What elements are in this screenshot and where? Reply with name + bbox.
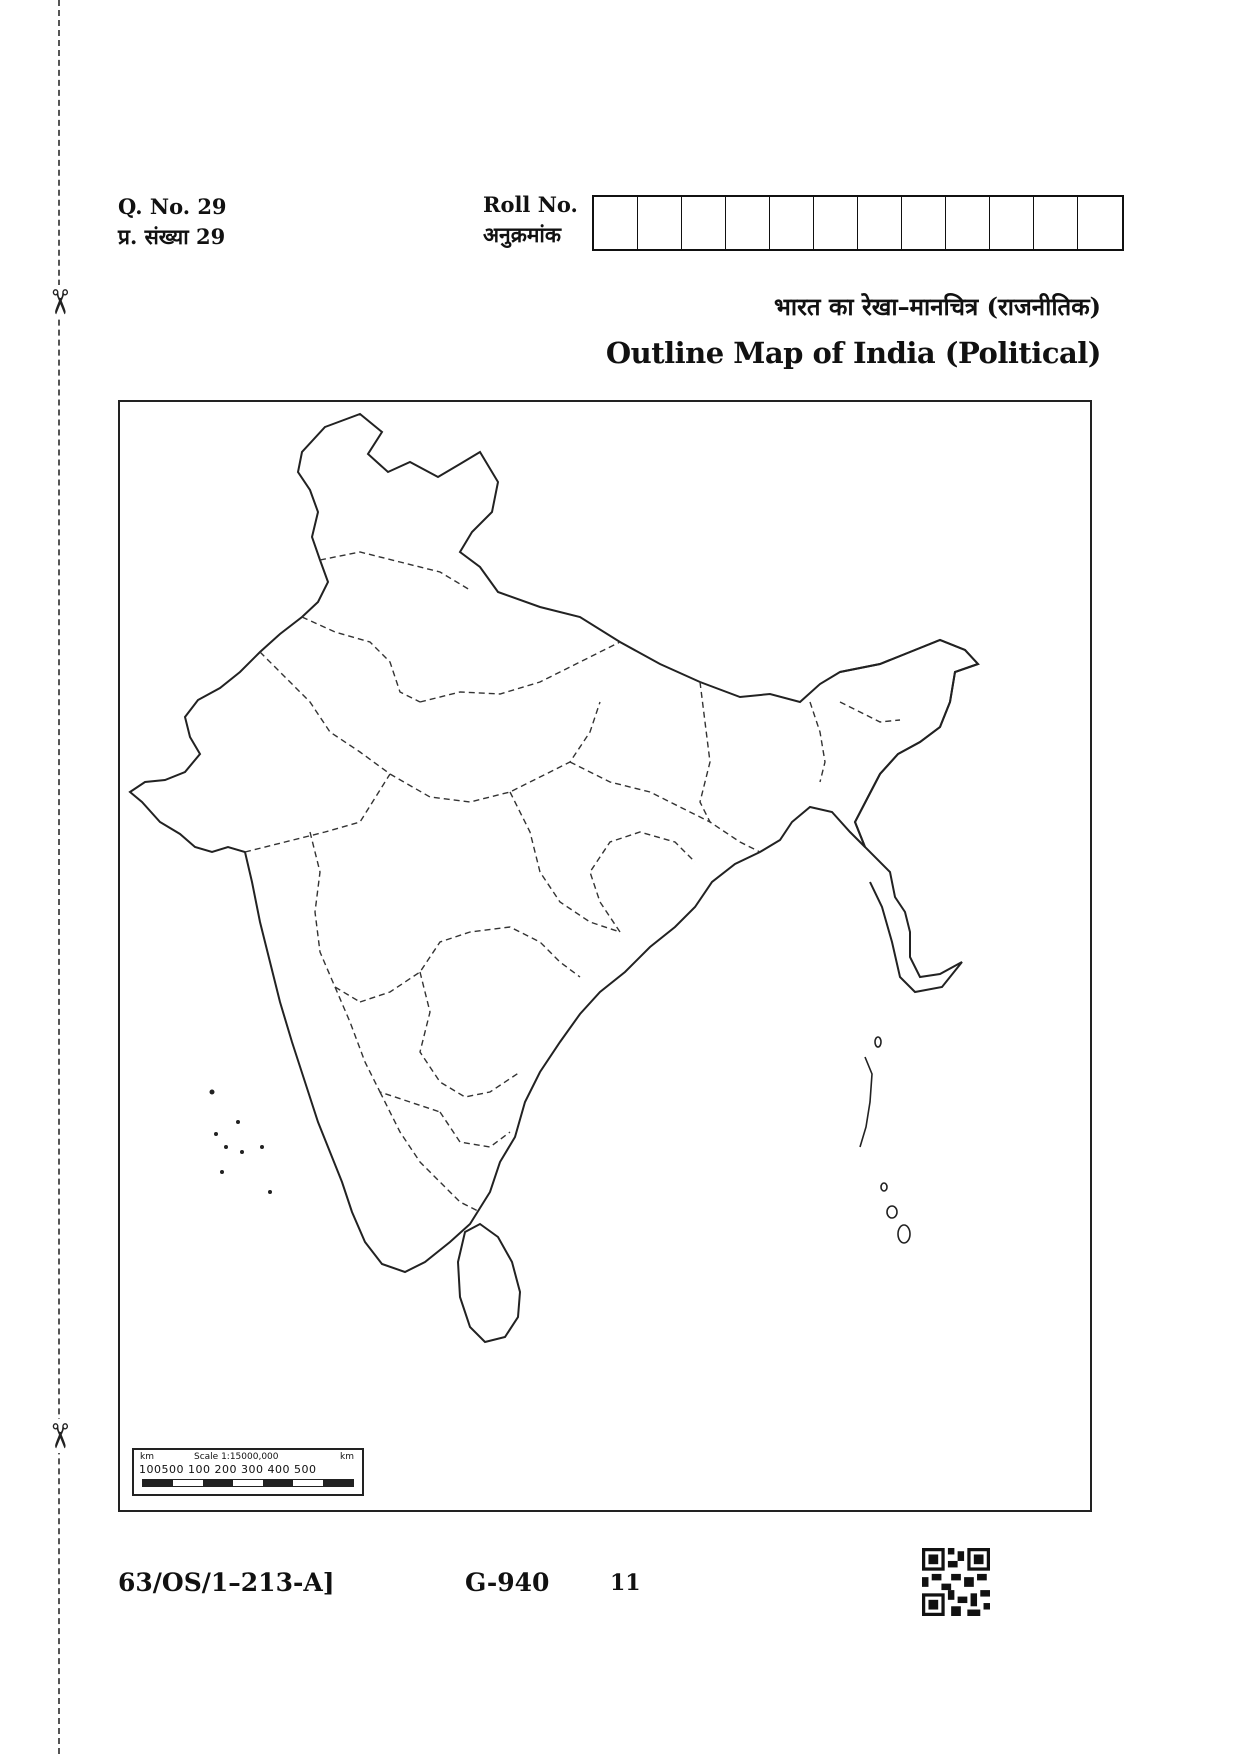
roll-number-digit-box — [638, 197, 682, 249]
roll-number-digit-box — [814, 197, 858, 249]
scissors-icon: ✂ — [39, 285, 79, 319]
roll-label-en: Roll No. — [483, 192, 578, 217]
northeast-outline — [840, 640, 978, 992]
andaman-nicobar-islands — [860, 1037, 910, 1243]
roll-number-digit-box — [946, 197, 990, 249]
map-scale-bar — [132, 1448, 364, 1496]
scale-ticks: 100500 100 200 300 400 500 — [139, 1463, 317, 1476]
roll-number-digit-box — [594, 197, 638, 249]
map-title-english: Outline Map of India (Political) — [605, 336, 1101, 370]
roll-number-digit-box — [1078, 197, 1122, 249]
paper-code: 63/OS/1–213-A] — [118, 1568, 335, 1597]
roll-number-digit-box — [902, 197, 946, 249]
roll-label-hi: अनुक्रमांक — [483, 222, 561, 247]
question-number — [118, 192, 227, 252]
roll-number-label — [483, 190, 578, 250]
roll-number-boxes — [592, 195, 1124, 251]
sri-lanka-outline — [458, 1224, 520, 1342]
india-outline-map — [118, 400, 1092, 1512]
question-number-hi: प्र. संख्या 29 — [118, 224, 226, 249]
roll-number-digit-box — [858, 197, 902, 249]
scale-graduation — [142, 1479, 354, 1487]
roll-number-digit-box — [990, 197, 1034, 249]
state-boundaries — [245, 552, 900, 1212]
series-code: G-940 — [465, 1568, 550, 1597]
question-number-en: Q. No. 29 — [118, 194, 227, 219]
india-map-drawing — [120, 402, 1090, 1510]
scissors-icon: ✂ — [39, 1419, 79, 1453]
cut-line — [58, 0, 60, 1754]
scale-unit-right: km — [340, 1452, 354, 1462]
roll-number-digit-box — [682, 197, 726, 249]
map-title-hindi: भारत का रेखा–मानचित्र (राजनीतिक) — [774, 292, 1101, 321]
roll-number-digit-box — [770, 197, 814, 249]
lakshadweep-islands — [210, 1090, 273, 1195]
scale-ratio: Scale 1:15000,000 — [194, 1452, 279, 1462]
india-mainland-outline — [130, 414, 978, 1272]
roll-number-digit-box — [1034, 197, 1078, 249]
scale-unit-left: km — [140, 1452, 154, 1462]
page-number: 11 — [610, 1570, 641, 1596]
roll-number-digit-box — [726, 197, 770, 249]
qr-code-icon — [922, 1548, 990, 1616]
